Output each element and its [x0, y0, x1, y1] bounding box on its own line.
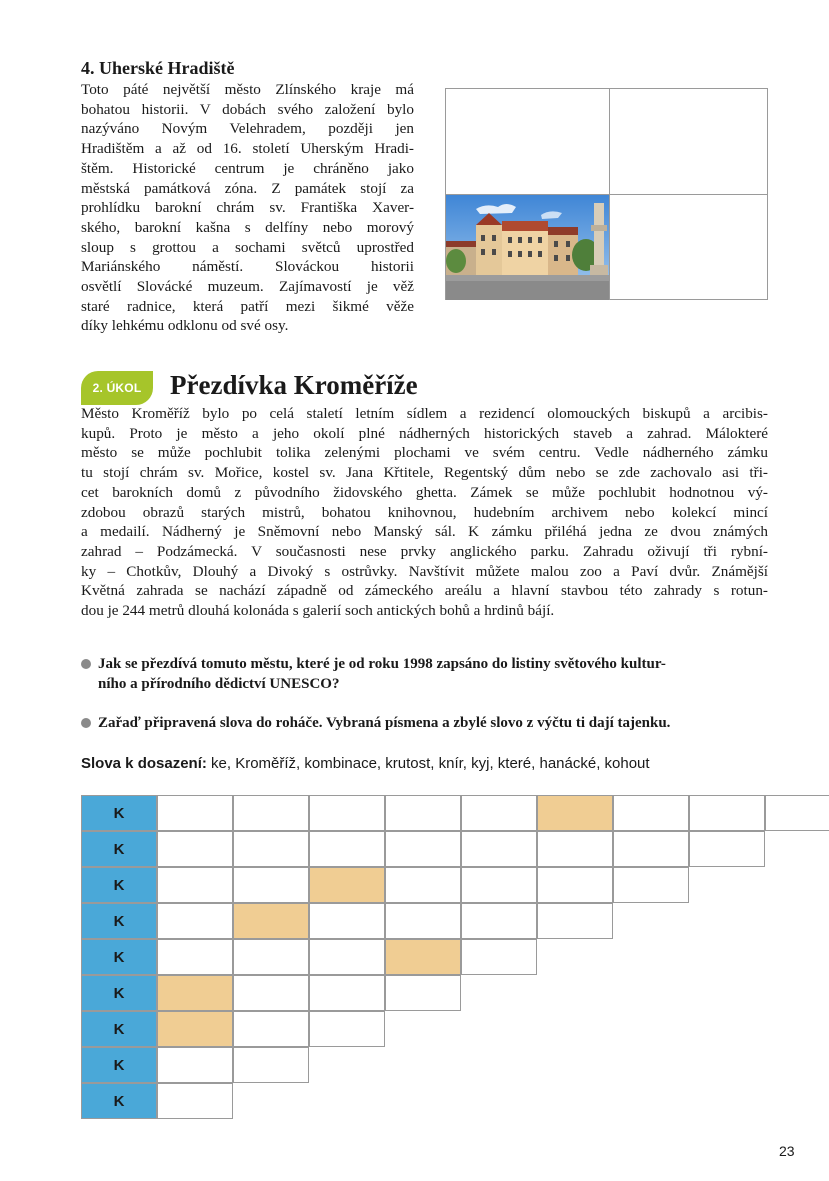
crossword-cell[interactable] — [385, 795, 461, 831]
text-line: ského, barokní kašna s delfíny nebo morový — [81, 218, 414, 236]
crossword-cell[interactable] — [537, 903, 613, 939]
text-line: štěm. Historické centrum je chráněno jako — [81, 159, 414, 177]
text-line: nazýváno Novým Velehradem, později jen — [81, 120, 414, 138]
text-line: město se může pochlubit tolika zelenými plochami ve svém centru. Vedle nádherného zámku — [81, 444, 768, 462]
crossword-cell[interactable] — [157, 867, 233, 903]
text-line: osvětlí Slovácké muzeum. Zajímavostí je věž — [81, 278, 414, 296]
section-title: 4. Uherské Hradiště — [81, 58, 235, 78]
text-line: dou je 244 metrů dlouhá kolonáda s galerií soch antických bohů a hrdinů bájí. — [81, 602, 555, 620]
crossword-highlight-cell[interactable] — [309, 867, 385, 903]
crossword-start-cell: K — [81, 975, 157, 1011]
crossword-highlight-cell[interactable] — [537, 795, 613, 831]
crossword-cell[interactable] — [157, 1083, 233, 1119]
text-line: sloup s grottou a sochami světců uprostřed — [81, 238, 414, 256]
question-2 — [81, 713, 771, 733]
crossword-cell[interactable] — [461, 867, 537, 903]
crossword-cell[interactable] — [309, 795, 385, 831]
task-badge: 2. ÚKOL — [81, 371, 153, 405]
crossword-cell[interactable] — [309, 831, 385, 867]
text-line: staré radnice, která patří mezi šikmé věže — [81, 297, 414, 315]
crossword-cell[interactable] — [461, 903, 537, 939]
crossword-cell[interactable] — [689, 795, 765, 831]
question-line: ního a přírodního dědictví UNESCO? — [98, 676, 340, 692]
text-line: Květná zahrada se nachází západně od zámeckého areálu a hlavní stavbou této zahrady s rotun- — [81, 582, 768, 600]
crossword-cell[interactable] — [309, 939, 385, 975]
crossword-cell[interactable] — [309, 903, 385, 939]
text-line: bohatou historii. V dobách svého založení bylo — [81, 100, 414, 118]
text-line: zahrad – Podzámecká. V současnosti nese prvky anglického parku. Zahradu oživují tři rybní- — [81, 542, 768, 560]
crossword-highlight-cell[interactable] — [157, 1011, 233, 1047]
crossword-start-cell: K — [81, 831, 157, 867]
bullet-icon — [81, 659, 91, 669]
question-2-text: Zařaď připravená slova do roháče. Vybraná písmena a zbylé slovo z výčtu ti dají tajenku. — [98, 715, 671, 731]
crossword-start-cell: K — [81, 1083, 157, 1119]
crossword-start-cell: K — [81, 1011, 157, 1047]
crossword-cell[interactable] — [385, 903, 461, 939]
words-label: Slova k dosazení: — [81, 755, 207, 772]
crossword-cell[interactable] — [233, 867, 309, 903]
crossword-cell[interactable] — [689, 831, 765, 867]
text-line: prohlídku barokní chrám sv. Františka Xaver- — [81, 199, 414, 217]
crossword-cell[interactable] — [385, 831, 461, 867]
words-to-fill — [81, 755, 650, 772]
text-line: díky lehkému odklonu od své osy. — [81, 317, 289, 335]
crossword-cell[interactable] — [233, 831, 309, 867]
crossword-cell[interactable] — [157, 1047, 233, 1083]
crossword-cell[interactable] — [233, 1011, 309, 1047]
page-number: 23 — [779, 1143, 795, 1159]
text-line: Hradištěm a až od 16. století Uherským Hradi- — [81, 140, 414, 158]
text-line: a medailí. Nádherný je Sněmovní nebo Manský sál. K zámku přiléhá jedna ze dvou známých — [81, 523, 768, 541]
crossword-cell[interactable] — [461, 939, 537, 975]
crossword-cell[interactable] — [613, 795, 689, 831]
photo-grid — [445, 88, 768, 300]
crossword-highlight-cell[interactable] — [157, 975, 233, 1011]
question-1-text — [98, 654, 666, 694]
crossword-cell[interactable] — [537, 867, 613, 903]
text-line: tu stojí chrám sv. Mořice, kostel sv. Jana Křtitele, Regentský dům nebo se zde zachovalo asi tři- — [81, 464, 768, 482]
text-line: ky – Chotkův, Dlouhý a Divoký s ostrůvky. Navštívit můžete malou zoo a Paví dvůr. Známější — [81, 562, 768, 580]
task-body-text — [81, 404, 768, 621]
crossword-start-cell: K — [81, 867, 157, 903]
text-line: Město Kroměříž bylo po celá staletí letním sídlem a rezidencí olomouckých biskupů a arcibis- — [81, 405, 768, 422]
crossword-highlight-cell[interactable] — [233, 903, 309, 939]
bullet-icon — [81, 718, 91, 728]
text-line: zdobou obrazů starých mistrů, bohatou knihovnou, hudebním archivem nebo kolekcí mincí — [81, 503, 768, 521]
crossword-cell[interactable] — [233, 1047, 309, 1083]
crossword-cell[interactable] — [157, 795, 233, 831]
crossword-cell[interactable] — [461, 831, 537, 867]
crossword-cell[interactable] — [157, 939, 233, 975]
crossword-cell[interactable] — [233, 939, 309, 975]
task-title: Přezdívka Kroměříže — [170, 370, 418, 400]
crossword-start-cell: K — [81, 1047, 157, 1083]
text-line: cet barokních domů z původního židovského ghetta. Zámek se může pochlubit hodnotnou vý- — [81, 483, 768, 501]
crossword-cell[interactable] — [309, 975, 385, 1011]
section-intro-text — [81, 80, 414, 336]
crossword-start-cell: K — [81, 795, 157, 831]
crossword-cell[interactable] — [233, 795, 309, 831]
crossword-cell[interactable] — [461, 795, 537, 831]
question-1 — [81, 654, 771, 694]
crossword-highlight-cell[interactable] — [385, 939, 461, 975]
text-line: Toto páté největší město Zlínského kraje má — [81, 81, 414, 98]
crossword-cell[interactable] — [613, 867, 689, 903]
town-square-photo — [446, 195, 609, 300]
crossword-start-cell: K — [81, 903, 157, 939]
crossword-cell[interactable] — [309, 1011, 385, 1047]
text-line: kupů. Proto je město a jeho okolí plné nádherných historických staveb a zahrad. Málokteré — [81, 424, 768, 442]
words-list: ke, Kroměříž, kombinace, krutost, knír, kyj, které, hanácké, kohout — [206, 755, 650, 772]
crossword-cell[interactable] — [233, 975, 309, 1011]
crossword-cell[interactable] — [157, 831, 233, 867]
question-line: Jak se přezdívá tomuto městu, které je od roku 1998 zapsáno do listiny světového kultur- — [98, 656, 666, 672]
crossword-cell[interactable] — [385, 975, 461, 1011]
text-line: Mariánského náměstí. Slováckou historii — [81, 258, 414, 276]
crossword-cell[interactable] — [537, 831, 613, 867]
crossword-start-cell: K — [81, 939, 157, 975]
crossword-cell[interactable] — [157, 903, 233, 939]
crossword-cell[interactable] — [765, 795, 829, 831]
text-line: městská památková zóna. Z památek stojí za — [81, 179, 414, 197]
crossword-cell[interactable] — [613, 831, 689, 867]
crossword-cell[interactable] — [385, 867, 461, 903]
